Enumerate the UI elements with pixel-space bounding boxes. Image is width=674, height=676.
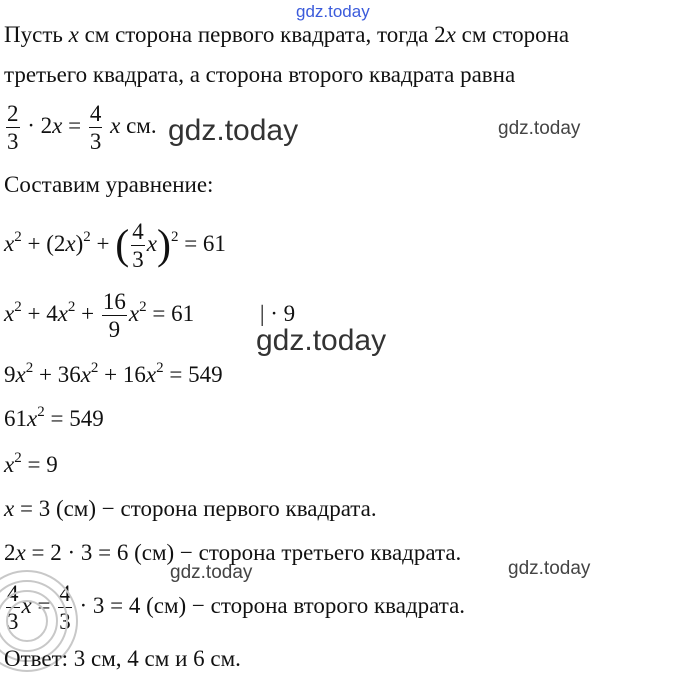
formula-line: $x^2 = 9$	[4, 450, 58, 477]
text-line: Пусть x см сторона первого квадрата, тогда 2x см сторона	[4, 22, 570, 47]
fraction: $\frac{4}{3}$	[59, 581, 71, 634]
text-line: Составим уравнение:	[4, 172, 214, 197]
watermark: gdz.today	[256, 324, 387, 357]
fraction: $\frac{2}{3}$	[7, 101, 19, 154]
fraction: $\frac{4}{3}$	[7, 581, 19, 634]
watermark: gdz.today	[170, 562, 253, 583]
text-line: третьего квадрата, а сторона второго квадрата равна	[4, 62, 516, 87]
watermark: gdz.today	[508, 558, 591, 579]
fraction: $\frac{4}{3}$	[89, 101, 102, 154]
fraction: $\frac{16}{9}$	[102, 289, 126, 342]
fraction: $\frac{4}{3}$	[132, 219, 144, 272]
formula-line: $x^2 + 4x^2$ + $\frac{16}{9}$ $x^2 = 61$ | · 9	[4, 289, 296, 342]
formula-line: $\frac{4}{3}$ x = $\frac{4}{3}$ · 3 = 4 (см) − сторона второго квадрата.	[7, 581, 466, 634]
formula-line: $61x^2 = 549$	[4, 404, 104, 431]
formula-line: $\frac{2}{3}$ · 2x = $\frac{4}{3}$ x см.	[7, 101, 157, 154]
formula-line: $9x^2 + 36x^2 + 16x^2 = 549$	[4, 360, 223, 387]
watermark: gdz.today	[498, 118, 581, 139]
text-line: x = 3 (см) − сторона первого квадрата.	[4, 496, 377, 521]
watermark: gdz.today	[296, 2, 370, 21]
text-line: 2x = 2 · 3 = 6 (см) − сторона третьего квадрата.	[4, 540, 462, 565]
answer-line: Ответ: 3 см, 4 см и 6 см.	[4, 646, 241, 671]
formula-line: $x^2 + (2x)^2$ + ( $\frac{4}{3}$ x)$^2$ = 61	[4, 219, 226, 272]
watermark: gdz.today	[168, 114, 299, 147]
